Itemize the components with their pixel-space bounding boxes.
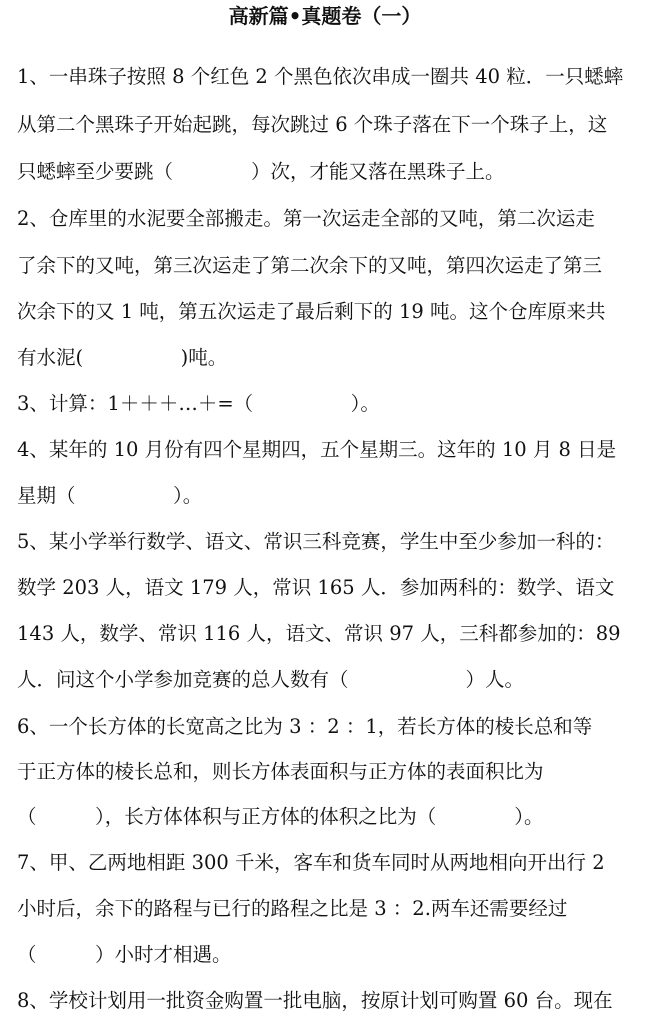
question-5-line-4: 人．问这个小学参加竞赛的总人数有（ ）人。 [17,668,525,691]
question-6-line-2: 于正方体的棱长总和，则长方体表面积与正方体的表面积比为 [17,760,544,783]
question-1-line-2: 从第二个黑珠子开始起跳，每次跳过 6 个珠子落在下一个珠子上，这 [17,113,608,136]
question-6-line-3: （ ），长方体体积与正方体的体积之比为（ ）。 [17,805,544,828]
question-2-line-4: 有水泥( )吨。 [17,346,228,369]
question-5-line-3: 143 人，数学、常识 116 人，语文、常识 97 人，三科都参加的：89 [17,622,621,645]
question-5-line-2: 数学 203 人，语文 179 人，常识 165 人．参加两科的：数学、语文 [17,576,615,599]
question-1-line-3: 只蟋蟀至少要跳（ ）次，才能又落在黑珠子上。 [17,160,505,183]
question-7-line-2: 小时后，余下的路程与已行的路程之比是 3 ：2.两车还需要经过 [17,897,568,920]
question-6-line-1: 6、一个长方体的长宽高之比为 3 ：2 ：1，若长方体的棱长总和等 [17,715,593,738]
question-5-line-1: 5、某小学举行数学、语文、常识三科竞赛，学生中至少参加一科的： [17,530,615,553]
question-4-line-2: 星期（ ）。 [17,484,203,507]
question-1-line-1: 1、一串珠子按照 8 个红色 2 个黑色依次串成一圈共 40 粒．一只蟋蟀 [17,65,624,88]
question-7-line-1: 7、甲、乙两地相距 300 千米，客车和货车同时从两地相向开出行 2 [17,851,605,874]
question-2-line-3: 次余下的又 1 吨，第五次运走了最后剩下的 19 吨。这个仓库原来共 [17,300,606,323]
question-8-line-1: 8、学校计划用一批资金购置一批电脑，按原计划可购置 60 台。现在 [17,989,613,1012]
question-2-line-1: 2、仓库里的水泥要全部搬走。第一次运走全部的又吨，第二次运走 [17,207,595,230]
page-title: 高新篇•真题卷（一） [228,4,422,28]
question-2-line-2: 了余下的又吨，第三次运走了第二次余下的又吨，第四次运走了第三 [17,254,603,277]
question-4-line-1: 4、某年的 10 月份有四个星期四，五个星期三。这年的 10 月 8 日是 [17,438,617,461]
question-3-line-1: 3、计算：1＋＋＋…＋=（ ）。 [17,392,380,415]
question-7-line-3: （ ）小时才相遇。 [17,943,232,966]
